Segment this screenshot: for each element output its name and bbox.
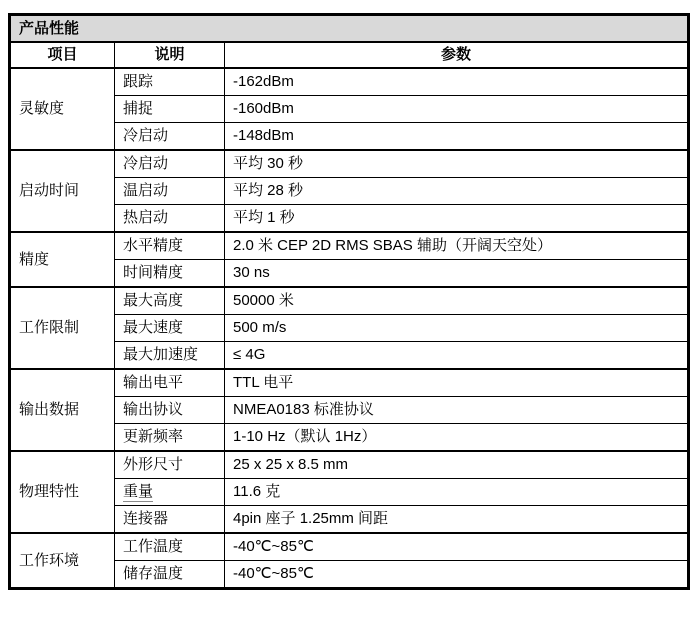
param-cell: -40℃~85℃ (225, 533, 689, 561)
title-band-row (10, 15, 689, 43)
desc-cell: 热启动 (115, 205, 225, 233)
param-cell: -40℃~85℃ (225, 561, 689, 589)
desc-cell: 最大加速度 (115, 342, 225, 370)
param-cell: 30 ns (225, 260, 689, 288)
param-cell: 平均 28 秒 (225, 178, 689, 205)
spec-row (10, 287, 689, 315)
desc-cell: 储存温度 (115, 561, 225, 589)
param-cell: TTL 电平 (225, 369, 689, 397)
param-cell: 2.0 米 CEP 2D RMS SBAS 辅助（开阔天空处） (225, 232, 689, 260)
item-cell: 工作限制 (10, 287, 115, 369)
item-cell: 启动时间 (10, 150, 115, 232)
spec-row (10, 451, 689, 479)
param-cell: NMEA0183 标准协议 (225, 397, 689, 424)
param-cell: 500 m/s (225, 315, 689, 342)
param-cell: -148dBm (225, 123, 689, 151)
param-cell: 1-10 Hz（默认 1Hz） (225, 424, 689, 452)
spec-table-body (10, 68, 689, 589)
param-cell: 平均 1 秒 (225, 205, 689, 233)
desc-cell: 冷启动 (115, 150, 225, 178)
product-performance-table (8, 13, 690, 590)
desc-cell: 温启动 (115, 178, 225, 205)
desc-cell: 水平精度 (115, 232, 225, 260)
column-header-param: 参数 (225, 42, 689, 68)
param-cell: 50000 米 (225, 287, 689, 315)
param-cell: 11.6 克 (225, 479, 689, 506)
desc-cell: 最大速度 (115, 315, 225, 342)
item-cell: 灵敏度 (10, 68, 115, 150)
desc-cell: 捕捉 (115, 96, 225, 123)
desc-cell: 输出协议 (115, 397, 225, 424)
param-cell: ≤ 4G (225, 342, 689, 370)
spec-table-container (8, 13, 690, 590)
desc-cell: 跟踪 (115, 68, 225, 96)
spec-table-head (10, 15, 689, 69)
desc-cell: 冷启动 (115, 123, 225, 151)
desc-cell: 工作温度 (115, 533, 225, 561)
spec-row (10, 533, 689, 561)
desc-cell: 外形尺寸 (115, 451, 225, 479)
desc-cell: 更新频率 (115, 424, 225, 452)
spec-row (10, 369, 689, 397)
spec-row (10, 232, 689, 260)
param-cell: 25 x 25 x 8.5 mm (225, 451, 689, 479)
desc-cell: 最大高度 (115, 287, 225, 315)
item-cell: 精度 (10, 232, 115, 287)
param-cell: -160dBm (225, 96, 689, 123)
param-cell: 平均 30 秒 (225, 150, 689, 178)
table-title: 产品性能 (10, 15, 689, 43)
underlined-desc-label: 重量 (123, 483, 154, 500)
item-cell: 输出数据 (10, 369, 115, 451)
item-cell: 工作环境 (10, 533, 115, 589)
desc-cell (115, 479, 225, 506)
column-header-row (10, 42, 689, 68)
spec-row (10, 150, 689, 178)
param-cell: -162dBm (225, 68, 689, 96)
desc-cell: 输出电平 (115, 369, 225, 397)
column-header-desc: 说明 (115, 42, 225, 68)
desc-cell: 连接器 (115, 506, 225, 534)
item-cell: 物理特性 (10, 451, 115, 533)
desc-cell: 时间精度 (115, 260, 225, 288)
spec-row (10, 68, 689, 96)
column-header-item: 项目 (10, 42, 115, 68)
param-cell: 4pin 座子 1.25mm 间距 (225, 506, 689, 534)
